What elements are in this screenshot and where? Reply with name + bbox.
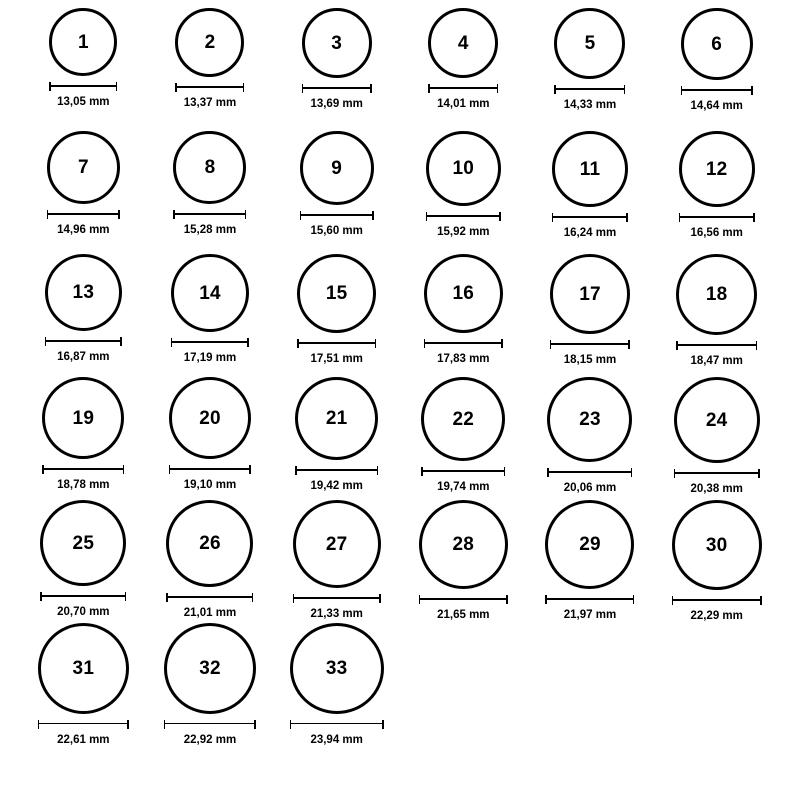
- ring-circle: [424, 254, 503, 333]
- ring-circle: [166, 500, 253, 587]
- diameter-label: 21,97 mm: [563, 609, 617, 621]
- measure-cap-right: [506, 595, 508, 604]
- ring-circle: [428, 8, 498, 78]
- measure-line: [295, 469, 378, 471]
- ring-size-number: 22: [452, 408, 475, 430]
- ring-circle: [419, 500, 508, 589]
- measure-line: [302, 87, 372, 89]
- ring-circle: [171, 254, 249, 332]
- ring-circle: [681, 8, 753, 80]
- diameter-measure-bar: [547, 468, 632, 480]
- measure-line: [297, 342, 376, 344]
- diameter-label: 18,47 mm: [690, 355, 743, 367]
- ring-size-number: 11: [579, 158, 601, 180]
- diameter-label: 17,83 mm: [437, 353, 490, 365]
- diameter-label: 19,74 mm: [437, 481, 490, 493]
- diameter-measure-bar: [426, 212, 501, 224]
- measure-line: [674, 472, 760, 474]
- diameter-label: 17,19 mm: [183, 352, 237, 364]
- ring-size-number: 14: [199, 282, 221, 304]
- measure-line: [40, 595, 126, 597]
- measure-cap-right: [116, 82, 118, 91]
- ring-size-number: 5: [584, 33, 596, 54]
- measure-cap-left: [42, 465, 44, 474]
- ring-circle: [40, 500, 126, 586]
- measure-cap-left: [679, 213, 681, 222]
- diameter-measure-bar: [419, 595, 508, 607]
- ring-size-cell: [147, 131, 274, 254]
- ring-size-number: 15: [325, 283, 348, 304]
- measure-cap-right: [125, 592, 127, 601]
- measure-cap-right: [370, 84, 372, 93]
- diameter-label: 14,33 mm: [563, 99, 617, 111]
- measure-line: [681, 89, 753, 91]
- ring-size-number: 3: [331, 32, 343, 54]
- ring-size-number: 2: [204, 32, 216, 53]
- measure-cap-right: [243, 83, 245, 92]
- measure-line: [49, 85, 117, 87]
- ring-size-number: 27: [325, 533, 348, 555]
- ring-size-number: 4: [457, 32, 469, 54]
- ring-circle: [421, 377, 505, 461]
- measure-cap-right: [249, 465, 251, 474]
- ring-size-number: 31: [72, 657, 95, 679]
- diameter-measure-bar: [681, 86, 753, 98]
- measure-line: [171, 341, 249, 343]
- diameter-label: 16,87 mm: [57, 351, 110, 363]
- measure-cap-left: [674, 469, 676, 478]
- ring-size-number: 21: [325, 408, 348, 429]
- measure-line: [547, 471, 632, 473]
- measure-cap-right: [118, 210, 120, 219]
- diameter-label: 21,01 mm: [183, 607, 237, 619]
- diameter-label: 16,56 mm: [690, 227, 743, 239]
- diameter-measure-bar: [49, 82, 117, 94]
- ring-size-cell: [653, 254, 780, 377]
- ring-size-cell: [273, 254, 400, 377]
- measure-cap-left: [171, 338, 173, 347]
- diameter-measure-bar: [169, 465, 251, 477]
- measure-cap-right: [504, 467, 506, 476]
- ring-size-cell: [147, 623, 274, 746]
- measure-line: [421, 470, 505, 472]
- measure-line: [293, 597, 381, 599]
- ring-circle: [290, 623, 384, 714]
- measure-cap-left: [419, 595, 421, 604]
- ring-size-number: 12: [705, 158, 728, 180]
- ring-circle: [293, 500, 381, 588]
- ring-size-cell: [653, 500, 780, 623]
- diameter-measure-bar: [674, 469, 760, 481]
- measure-cap-right: [127, 720, 129, 729]
- diameter-measure-bar: [545, 595, 634, 607]
- ring-size-cell: [147, 377, 274, 500]
- measure-cap-right: [254, 720, 256, 729]
- measure-cap-right: [628, 340, 630, 349]
- ring-circle: [49, 8, 117, 76]
- measure-cap-right: [626, 213, 628, 222]
- ring-circle: [674, 377, 760, 463]
- diameter-measure-bar: [293, 594, 381, 606]
- measure-cap-left: [45, 337, 47, 346]
- ring-size-cell: [20, 623, 147, 746]
- ring-circle: [297, 254, 376, 333]
- ring-circle: [672, 500, 762, 590]
- diameter-measure-bar: [554, 85, 625, 97]
- ring-size-number: 24: [705, 409, 728, 431]
- measure-cap-left: [672, 596, 674, 605]
- measure-cap-right: [633, 595, 635, 604]
- ring-size-number: 16: [452, 283, 475, 304]
- measure-cap-left: [47, 210, 49, 219]
- diameter-measure-bar: [424, 339, 503, 351]
- ring-size-cell: [527, 377, 654, 500]
- measure-line: [679, 216, 755, 218]
- diameter-label: 16,24 mm: [563, 227, 617, 239]
- measure-cap-left: [169, 465, 171, 474]
- measure-cap-right: [377, 466, 379, 475]
- measure-cap-left: [426, 212, 428, 221]
- diameter-measure-bar: [421, 467, 505, 479]
- ring-circle: [47, 131, 120, 204]
- measure-cap-left: [545, 595, 547, 604]
- measure-cap-right: [758, 469, 760, 478]
- ring-size-chart: [0, 8, 800, 808]
- ring-size-grid: [20, 8, 780, 746]
- measure-cap-left: [290, 720, 292, 729]
- ring-size-cell: [527, 500, 654, 623]
- diameter-label: 14,64 mm: [690, 100, 743, 112]
- measure-cap-left: [175, 83, 177, 92]
- measure-cap-right: [379, 594, 381, 603]
- diameter-label: 23,94 mm: [310, 733, 363, 746]
- measure-line: [300, 214, 374, 216]
- ring-size-number: 33: [325, 657, 348, 679]
- measure-cap-left: [166, 593, 168, 602]
- diameter-label: 22,92 mm: [183, 733, 237, 746]
- diameter-measure-bar: [676, 341, 757, 353]
- ring-size-cell: [147, 500, 274, 623]
- ring-size-cell: [20, 500, 147, 623]
- measure-cap-left: [550, 340, 552, 349]
- ring-circle: [175, 8, 244, 77]
- ring-size-cell: [527, 8, 654, 131]
- measure-cap-right: [760, 596, 762, 605]
- measure-cap-right: [372, 211, 374, 220]
- measure-cap-left: [421, 467, 423, 476]
- ring-size-number: 20: [199, 407, 221, 429]
- measure-cap-right: [501, 339, 503, 348]
- diameter-measure-bar: [302, 84, 372, 96]
- diameter-label: 18,15 mm: [563, 354, 617, 366]
- ring-size-cell: [653, 8, 780, 131]
- measure-line: [169, 468, 251, 470]
- diameter-measure-bar: [428, 84, 498, 96]
- diameter-measure-bar: [295, 466, 378, 478]
- diameter-label: 21,65 mm: [437, 609, 490, 621]
- measure-cap-right: [499, 212, 501, 221]
- diameter-label: 13,69 mm: [310, 98, 363, 110]
- diameter-measure-bar: [45, 337, 122, 349]
- ring-circle: [173, 131, 246, 204]
- measure-cap-left: [428, 84, 430, 93]
- measure-cap-right: [497, 84, 499, 93]
- ring-circle: [164, 623, 256, 714]
- measure-line: [173, 213, 246, 215]
- ring-size-cell: [400, 8, 527, 131]
- diameter-label: 19,10 mm: [183, 479, 237, 491]
- measure-line: [676, 344, 757, 346]
- ring-size-cell: [527, 131, 654, 254]
- measure-cap-left: [676, 341, 678, 350]
- diameter-label: 22,61 mm: [57, 733, 110, 746]
- ring-size-cell: [20, 8, 147, 131]
- measure-line: [550, 343, 630, 345]
- measure-cap-left: [293, 594, 295, 603]
- measure-cap-left: [552, 213, 554, 222]
- ring-size-cell: [273, 500, 400, 623]
- measure-cap-right: [375, 339, 377, 348]
- ring-circle: [426, 131, 501, 206]
- measure-cap-right: [753, 213, 755, 222]
- diameter-label: 22,29 mm: [690, 610, 743, 622]
- measure-line: [164, 723, 256, 725]
- ring-size-cell: [273, 131, 400, 254]
- ring-size-number: 26: [199, 533, 221, 554]
- ring-size-number: 28: [452, 534, 475, 555]
- diameter-measure-bar: [38, 720, 129, 732]
- ring-size-cell: [20, 377, 147, 500]
- ring-size-cell: [400, 377, 527, 500]
- measure-cap-right: [120, 337, 122, 346]
- measure-cap-left: [49, 82, 51, 91]
- ring-circle: [295, 377, 378, 460]
- measure-cap-left: [295, 466, 297, 475]
- diameter-measure-bar: [552, 213, 628, 225]
- diameter-measure-bar: [173, 210, 246, 222]
- diameter-measure-bar: [300, 211, 374, 223]
- ring-size-cell: [400, 131, 527, 254]
- measure-cap-left: [302, 84, 304, 93]
- diameter-measure-bar: [47, 210, 120, 222]
- diameter-label: 14,96 mm: [57, 224, 110, 236]
- diameter-measure-bar: [175, 83, 244, 95]
- measure-cap-right: [382, 720, 384, 729]
- ring-circle: [42, 377, 124, 459]
- diameter-label: 21,33 mm: [310, 608, 363, 620]
- diameter-label: 13,37 mm: [183, 97, 237, 109]
- ring-circle: [45, 254, 122, 331]
- measure-cap-left: [300, 211, 302, 220]
- ring-size-number: 8: [204, 157, 216, 178]
- measure-cap-right: [245, 210, 247, 219]
- ring-size-cell: [20, 131, 147, 254]
- measure-cap-left: [164, 720, 166, 729]
- ring-circle: [552, 131, 628, 207]
- ring-size-number: 9: [331, 157, 343, 179]
- diameter-label: 17,51 mm: [310, 353, 363, 365]
- measure-line: [428, 87, 498, 89]
- measure-line: [554, 88, 625, 90]
- diameter-label: 20,38 mm: [690, 483, 743, 495]
- diameter-label: 19,42 mm: [310, 480, 363, 492]
- measure-cap-left: [681, 86, 683, 95]
- ring-size-cell: [653, 131, 780, 254]
- measure-line: [42, 468, 124, 470]
- diameter-label: 13,05 mm: [57, 96, 110, 108]
- ring-circle: [679, 131, 755, 207]
- ring-size-number: 29: [579, 534, 601, 555]
- measure-line: [424, 342, 503, 344]
- diameter-measure-bar: [550, 340, 630, 352]
- ring-size-number: 1: [77, 31, 89, 53]
- diameter-measure-bar: [171, 338, 249, 350]
- ring-circle: [38, 623, 129, 714]
- measure-line: [166, 596, 253, 598]
- ring-size-cell: [147, 254, 274, 377]
- ring-size-number: 10: [452, 158, 475, 179]
- ring-size-cell: [400, 500, 527, 623]
- measure-line: [175, 86, 244, 88]
- ring-size-cell: [273, 8, 400, 131]
- measure-cap-right: [624, 85, 626, 94]
- diameter-measure-bar: [42, 465, 124, 477]
- diameter-measure-bar: [164, 720, 256, 732]
- measure-cap-left: [297, 339, 299, 348]
- ring-size-number: 25: [72, 532, 95, 554]
- ring-size-number: 32: [199, 657, 221, 679]
- ring-size-cell: [273, 623, 400, 746]
- measure-cap-right: [247, 338, 249, 347]
- measure-line: [672, 599, 762, 601]
- diameter-label: 14,01 mm: [437, 98, 490, 110]
- measure-line: [45, 340, 122, 342]
- measure-line: [38, 723, 129, 725]
- ring-size-cell: [527, 254, 654, 377]
- ring-size-number: 30: [705, 534, 728, 556]
- ring-size-cell: [147, 8, 274, 131]
- measure-line: [47, 213, 120, 215]
- diameter-measure-bar: [40, 592, 126, 604]
- diameter-measure-bar: [672, 596, 762, 608]
- ring-size-number: 7: [77, 157, 89, 178]
- diameter-label: 15,92 mm: [437, 226, 490, 238]
- ring-circle: [676, 254, 757, 335]
- ring-size-number: 18: [705, 284, 728, 305]
- diameter-label: 15,60 mm: [310, 225, 363, 237]
- measure-line: [419, 598, 508, 600]
- measure-cap-right: [252, 593, 254, 602]
- ring-size-number: 19: [72, 407, 95, 429]
- measure-cap-right: [123, 465, 125, 474]
- ring-circle: [302, 8, 372, 78]
- ring-circle: [545, 500, 634, 589]
- measure-cap-right: [751, 86, 753, 95]
- diameter-measure-bar: [679, 213, 755, 225]
- ring-size-number: 13: [72, 282, 95, 303]
- diameter-measure-bar: [290, 720, 384, 732]
- diameter-label: 18,78 mm: [57, 479, 110, 491]
- measure-cap-left: [40, 592, 42, 601]
- ring-size-number: 6: [711, 33, 723, 55]
- measure-cap-left: [38, 720, 40, 729]
- ring-size-cell: [400, 254, 527, 377]
- measure-cap-left: [547, 468, 549, 477]
- ring-size-number: 23: [579, 409, 601, 430]
- measure-cap-left: [554, 85, 556, 94]
- ring-size-cell: [653, 377, 780, 500]
- ring-circle: [554, 8, 625, 79]
- diameter-measure-bar: [166, 593, 253, 605]
- measure-cap-right: [631, 468, 633, 477]
- measure-cap-right: [756, 341, 758, 350]
- measure-line: [290, 723, 384, 725]
- measure-line: [545, 598, 634, 600]
- diameter-label: 20,06 mm: [563, 482, 617, 494]
- diameter-measure-bar: [297, 339, 376, 351]
- measure-line: [552, 216, 628, 218]
- diameter-label: 15,28 mm: [183, 224, 237, 236]
- ring-size-cell: [273, 377, 400, 500]
- diameter-label: 20,70 mm: [57, 606, 110, 618]
- ring-size-number: 17: [579, 283, 601, 305]
- measure-cap-left: [173, 210, 175, 219]
- ring-size-cell: [20, 254, 147, 377]
- ring-circle: [547, 377, 632, 462]
- ring-circle: [169, 377, 251, 459]
- measure-cap-left: [424, 339, 426, 348]
- ring-circle: [550, 254, 630, 334]
- ring-circle: [300, 131, 374, 205]
- measure-line: [426, 215, 501, 217]
